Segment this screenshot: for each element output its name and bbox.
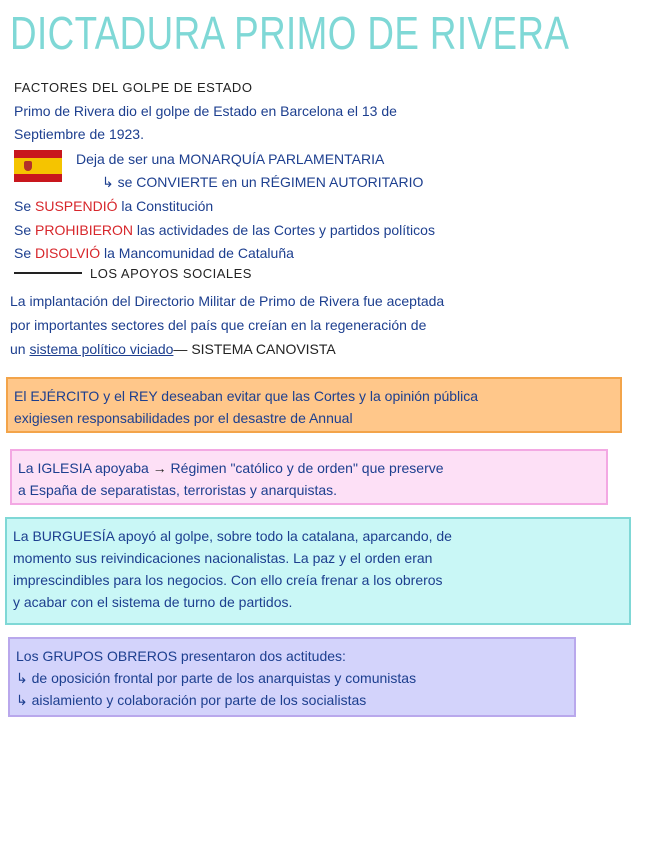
arrow-icon: ↳ (16, 692, 28, 708)
box-row: La BURGUESÍA apoyó al golpe, sobre todo la catalana, aparcando, de (13, 528, 452, 544)
text-span: se CONVIERTE en un RÉGIMEN AUTORITARIO (117, 174, 424, 190)
highlight-red: DISOLVIÓ (35, 245, 101, 261)
arrow-icon: ↳ (16, 670, 28, 686)
text-line (10, 339, 336, 359)
text-span: Régimen "católico y de orden" que preserve (170, 460, 444, 476)
section-heading-factores: FACTORES DEL GOLPE DE ESTADO (14, 80, 253, 95)
arrow-icon: ↳ (102, 174, 114, 190)
box-row (16, 689, 568, 711)
box-row: a España de separatistas, terroristas y anarquistas. (18, 482, 338, 498)
arrow-right-icon: → (152, 460, 167, 476)
box-grupos-obreros (8, 637, 576, 717)
flag-shield (24, 161, 32, 171)
box-row: imprescindibles para los negocios. Con ello creía frenar a los obreros (13, 572, 443, 588)
highlight-red: PROHIBIERON (35, 222, 134, 238)
box-iglesia (10, 449, 608, 505)
text-span: un (10, 341, 26, 357)
text-span: Se (14, 245, 32, 261)
text-span: aislamiento y colaboración por parte de los socialistas (31, 692, 367, 708)
box-row: exigiesen responsabilidades por el desastre de Annual (14, 410, 353, 426)
text-span: Se (14, 222, 32, 238)
text-line: Deja de ser una MONARQUÍA PARLAMENTARIA (76, 151, 385, 167)
section-divider (14, 272, 82, 274)
dash: — (173, 341, 188, 357)
underlined-text: sistema político viciado (29, 341, 174, 357)
text-line (14, 196, 213, 216)
page-title: DICTADURA PRIMO DE RIVERA (10, 7, 570, 59)
box-row (18, 457, 600, 479)
text-line: Septiembre de 1923. (14, 126, 144, 142)
highlight-red: SUSPENDIÓ (35, 198, 118, 214)
section-heading-apoyos: LOS APOYOS SOCIALES (90, 266, 252, 281)
box-row: Los GRUPOS OBREROS presentaron dos actitudes: (16, 648, 346, 664)
text-line: La implantación del Directorio Militar de Primo de Rivera fue aceptada (10, 293, 445, 309)
text-span: la Constitución (121, 198, 214, 214)
text-line (14, 220, 435, 240)
box-row (16, 667, 568, 689)
spain-flag-icon (14, 150, 62, 182)
text-span: La IGLESIA apoyaba (18, 460, 149, 476)
text-line (14, 243, 294, 263)
text-line (102, 172, 423, 192)
text-span: SISTEMA CANOVISTA (191, 341, 336, 357)
text-span: Se (14, 198, 32, 214)
text-span: las actividades de las Cortes y partidos políticos (136, 222, 435, 238)
box-row: y acabar con el sistema de turno de partidos. (13, 594, 293, 610)
box-row: momento sus reivindicaciones nacionalistas. La paz y el orden eran (13, 550, 433, 566)
text-span: la Mancomunidad de Cataluña (104, 245, 294, 261)
text-line: por importantes sectores del país que creían en la regeneración de (10, 317, 427, 333)
box-row: El EJÉRCITO y el REY deseaban evitar que las Cortes y la opinión pública (14, 388, 479, 404)
text-line: Primo de Rivera dio el golpe de Estado en Barcelona el 13 de (14, 103, 397, 119)
box-burguesia (5, 517, 631, 625)
text-span: de oposición frontal por parte de los anarquistas y comunistas (31, 670, 417, 686)
box-ejercito (6, 377, 622, 433)
